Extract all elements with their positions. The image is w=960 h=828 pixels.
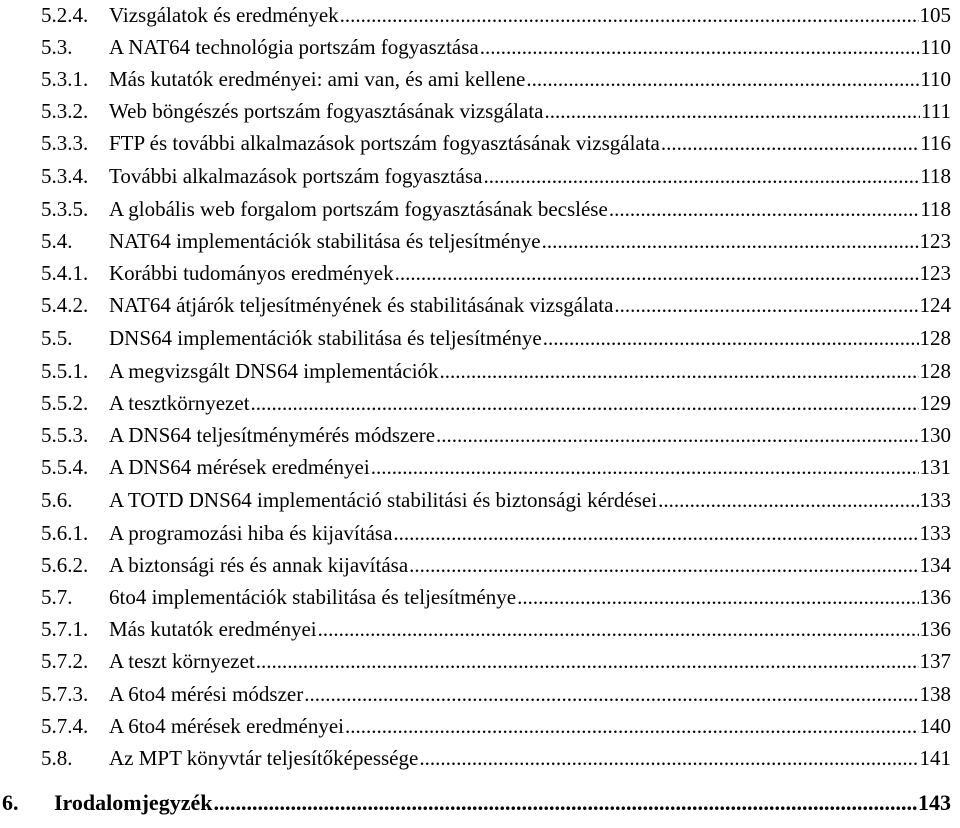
toc-entry-5-8[interactable]: [0, 743, 960, 773]
toc-dot-leader: [436, 420, 918, 450]
toc-entry-page: 118: [920, 197, 951, 221]
toc-entry-page: 111: [921, 99, 951, 123]
toc-entry-page: 105: [919, 3, 951, 27]
toc-dot-leader: [371, 452, 919, 482]
toc-entry-page: 130: [919, 423, 951, 447]
toc-entry-number: 5.3.3.: [41, 131, 89, 155]
toc-entry-number: 5.6.: [41, 488, 73, 512]
toc-entry-title: Korábbi tudományos eredmények: [109, 261, 394, 285]
toc-entry-5-7-2[interactable]: [0, 646, 960, 676]
toc-entry-page: 129: [919, 391, 951, 415]
toc-entry-title: A biztonsági rés és annak kijavítása: [109, 553, 409, 577]
toc-entry-page: 123: [919, 261, 951, 285]
toc-entry-title: További alkalmazások portszám fogyasztása: [109, 164, 483, 188]
toc-entry-5-7-1[interactable]: [0, 614, 960, 644]
toc-entry-title: A DNS64 mérések eredményei: [109, 455, 370, 479]
toc-dot-leader: [213, 788, 917, 818]
toc-entry-6[interactable]: [0, 788, 960, 818]
toc-dot-leader: [345, 711, 919, 741]
toc-entry-page: 136: [919, 585, 951, 609]
toc-entry-number: 6.: [2, 790, 19, 815]
toc-entry-page: 123: [919, 229, 951, 253]
toc-entry-title: FTP és további alkalmazások portszám fogyasztásának vizsgálata: [109, 131, 660, 155]
toc-entry-page: 136: [919, 617, 951, 641]
toc-entry-5-5-3[interactable]: [0, 420, 960, 450]
toc-dot-leader: [543, 323, 919, 353]
toc-entry-title: A globális web forgalom portszám fogyasztásának becslése: [109, 197, 608, 221]
toc-entry-page: 133: [919, 521, 951, 545]
toc-entry-number: 5.3.: [41, 35, 73, 59]
toc-dot-leader: [340, 0, 919, 30]
toc-entry-number: 5.7.2.: [41, 649, 89, 673]
toc-dot-leader: [256, 646, 919, 676]
toc-entry-page: 134: [919, 553, 951, 577]
toc-entry-number: 5.5.: [41, 326, 73, 350]
toc-dot-leader: [483, 161, 919, 191]
toc-entry-number: 5.6.1.: [41, 521, 89, 545]
toc-entry-5-6[interactable]: [0, 485, 960, 515]
toc-entry-title: Más kutatók eredményei: ami van, és ami kellene: [109, 67, 526, 91]
toc-entry-page: 141: [919, 746, 951, 770]
toc-entry-title: A NAT64 technológia portszám fogyasztása: [109, 35, 479, 59]
toc-dot-leader: [544, 96, 920, 126]
toc-entry-5-6-2[interactable]: [0, 550, 960, 580]
toc-entry-5-5-2[interactable]: [0, 388, 960, 418]
toc-entry-page: 124: [919, 293, 951, 317]
toc-entry-page: 131: [919, 455, 951, 479]
toc-entry-number: 5.7.4.: [41, 714, 89, 738]
toc-entry-title: Vizsgálatok és eredmények: [109, 3, 339, 27]
toc-entry-number: 5.4.2.: [41, 293, 89, 317]
toc-entry-title: Web böngészés portszám fogyasztásának vizsgálata: [109, 99, 544, 123]
toc-entry-number: 5.8.: [41, 746, 73, 770]
toc-entry-title: A tesztkörnyezet: [109, 391, 250, 415]
toc-entry-title: A TOTD DNS64 implementáció stabilitási és biztonsági kérdései: [109, 488, 658, 512]
toc-dot-leader: [614, 290, 918, 320]
toc-entry-title: NAT64 átjárók teljesítményének és stabilitásának vizsgálata: [109, 293, 614, 317]
toc-entry-number: 5.7.3.: [41, 682, 89, 706]
toc-entry-number: 5.3.5.: [41, 197, 89, 221]
toc-entry-number: 5.5.3.: [41, 423, 89, 447]
toc-entry-page: 110: [920, 35, 951, 59]
toc-entry-5-5-1[interactable]: [0, 356, 960, 386]
toc-entry-page: 118: [920, 164, 951, 188]
toc-dot-leader: [480, 32, 920, 62]
toc-dot-leader: [526, 64, 919, 94]
toc-entry-title: 6to4 implementációk stabilitása és teljesítménye: [109, 585, 517, 609]
toc-dot-leader: [393, 518, 918, 548]
toc-entry-number: 5.5.4.: [41, 455, 89, 479]
toc-entry-title: A teszt környezet: [109, 649, 255, 673]
toc-entry-page: 110: [920, 67, 951, 91]
toc-entry-5-4-1[interactable]: [0, 258, 960, 288]
toc-entry-5-3-4[interactable]: [0, 161, 960, 191]
toc-dot-leader: [251, 388, 919, 418]
toc-entry-5-3-5[interactable]: [0, 194, 960, 224]
toc-entry-5-7-3[interactable]: [0, 679, 960, 709]
toc-entry-number: 5.4.1.: [41, 261, 89, 285]
toc-dot-leader: [304, 679, 918, 709]
toc-entry-page: 128: [919, 359, 951, 383]
toc-entry-page: 137: [919, 649, 951, 673]
toc-entry-number: 5.7.: [41, 585, 73, 609]
toc-entry-page: 128: [919, 326, 951, 350]
toc-entry-5-5-4[interactable]: [0, 452, 960, 482]
toc-entry-5-3-2[interactable]: [0, 96, 960, 126]
toc-entry-number: 5.3.1.: [41, 67, 89, 91]
toc-dot-leader: [542, 226, 919, 256]
toc-entry-title: A DNS64 teljesítménymérés módszere: [109, 423, 436, 447]
toc-entry-5-6-1[interactable]: [0, 518, 960, 548]
toc-entry-page: 143: [918, 790, 951, 815]
toc-entry-5-4-2[interactable]: [0, 290, 960, 320]
toc-entry-page: 138: [919, 682, 951, 706]
toc-entry-number: 5.3.2.: [41, 99, 89, 123]
toc-entry-title: A 6to4 mérések eredményei: [109, 714, 344, 738]
toc-entry-5-7[interactable]: [0, 582, 960, 612]
toc-entry-number: 5.3.4.: [41, 164, 89, 188]
toc-dot-leader: [658, 485, 918, 515]
toc-entry-title: NAT64 implementációk stabilitása és teljesítménye: [109, 229, 541, 253]
toc-entry-5-3-1[interactable]: [0, 64, 960, 94]
toc-dot-leader: [395, 258, 919, 288]
toc-entry-number: 5.7.1.: [41, 617, 89, 641]
toc-entry-5-7-4[interactable]: [0, 711, 960, 741]
toc-dot-leader: [318, 614, 919, 644]
toc-entry-title: Az MPT könyvtár teljesítőképessége: [109, 746, 419, 770]
toc-entry-title: DNS64 implementációk stabilitása és teljesítménye: [109, 326, 542, 350]
toc-entry-page: 116: [920, 131, 951, 155]
toc-entry-title: Más kutatók eredményei: [109, 617, 317, 641]
toc-dot-leader: [661, 128, 919, 158]
toc-entry-5-3-3[interactable]: [0, 128, 960, 158]
toc-entry-number: 5.5.1.: [41, 359, 89, 383]
toc-entry-5-3[interactable]: [0, 32, 960, 62]
toc-dot-leader: [409, 550, 918, 580]
toc-entry-number: 5.2.4.: [41, 3, 89, 27]
toc-entry-title: A programozási hiba és kijavítása: [109, 521, 393, 545]
toc-entry-title: A 6to4 mérési módszer: [109, 682, 304, 706]
toc-entry-number: 5.4.: [41, 229, 73, 253]
toc-dot-leader: [440, 356, 919, 386]
toc-entry-title: Irodalomjegyzék: [54, 790, 213, 815]
toc-entry-5-5[interactable]: [0, 323, 960, 353]
toc-entry-page: 133: [919, 488, 951, 512]
toc-entry-5-4[interactable]: [0, 226, 960, 256]
toc-entry-number: 5.5.2.: [41, 391, 89, 415]
toc-dot-leader: [419, 743, 918, 773]
toc-entry-page: 140: [919, 714, 951, 738]
toc-entry-title: A megvizsgált DNS64 implementációk: [109, 359, 439, 383]
toc-dot-leader: [517, 582, 918, 612]
toc-entry-5-2-4[interactable]: [0, 0, 960, 30]
toc-dot-leader: [609, 194, 919, 224]
toc-entry-number: 5.6.2.: [41, 553, 89, 577]
